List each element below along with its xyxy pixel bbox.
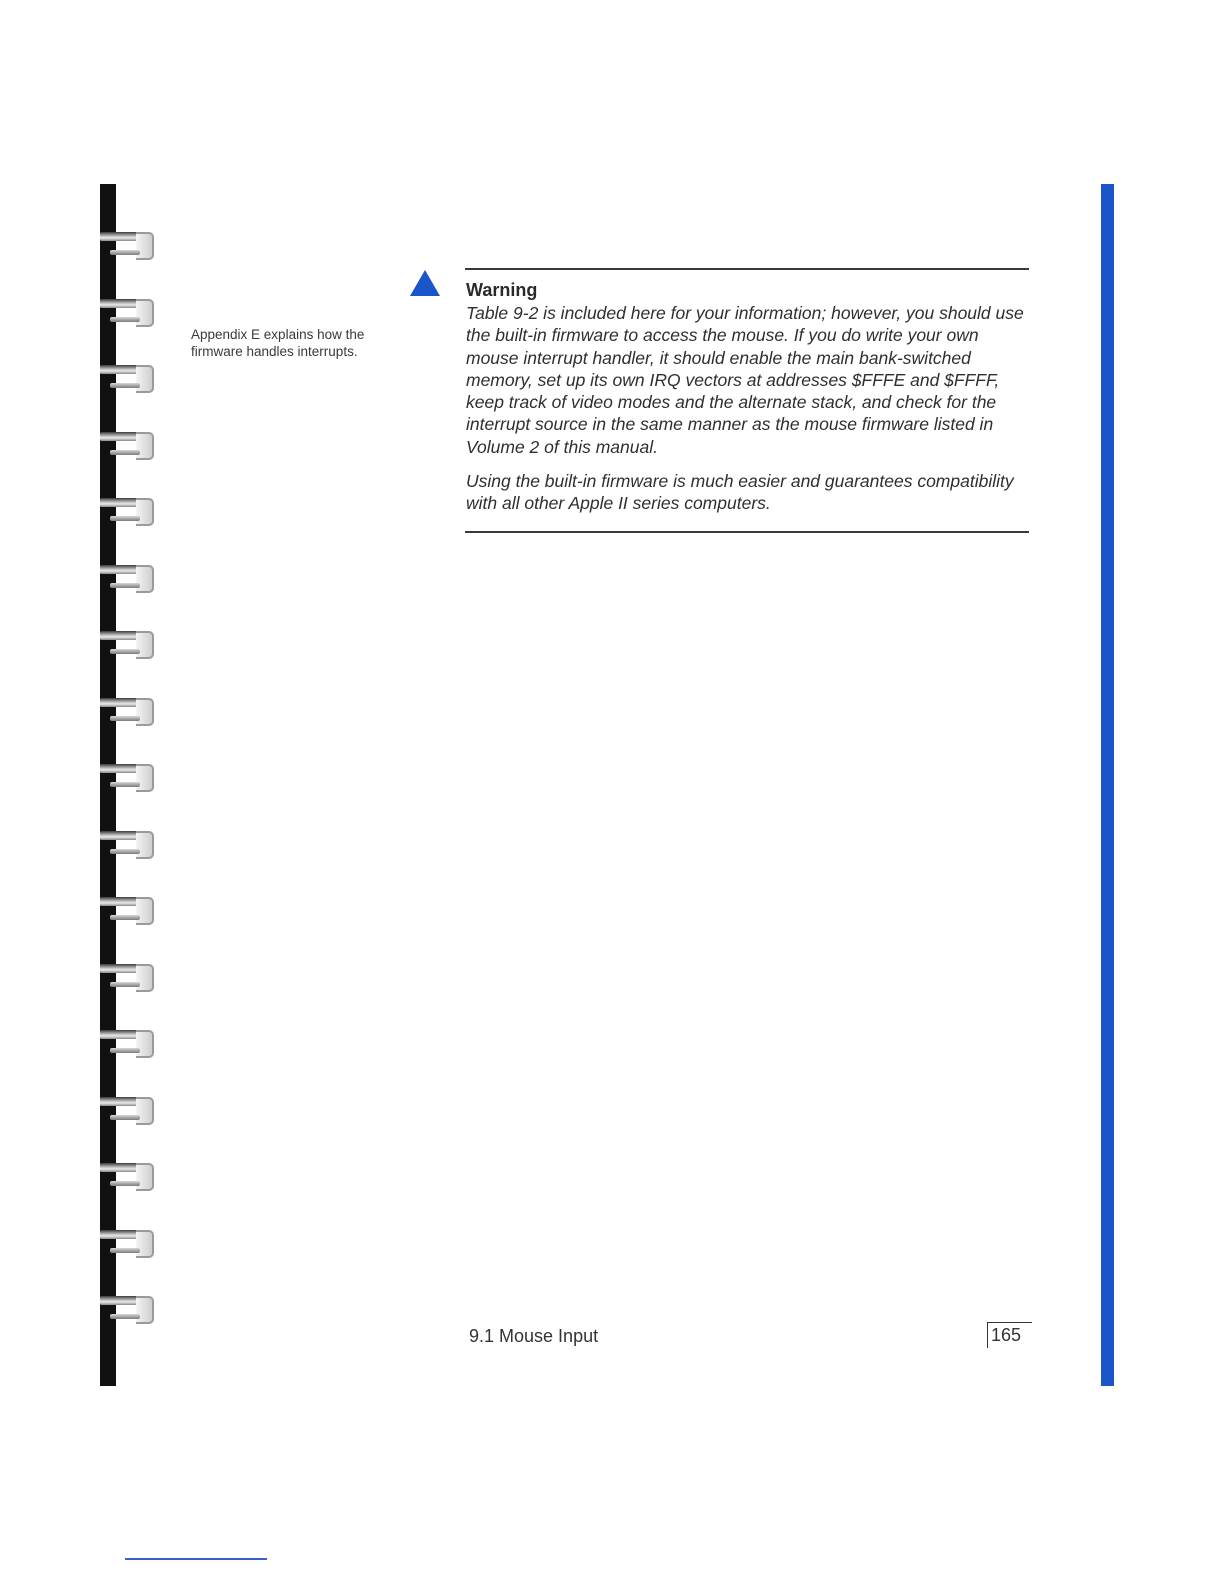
- binding-coil: [100, 1226, 156, 1256]
- binding-coil: [100, 295, 156, 325]
- binding-coil: [100, 228, 156, 258]
- binding-coil: [100, 561, 156, 591]
- binding-coil: [100, 627, 156, 657]
- margin-note: Appendix E explains how the firmware handles interrupts.: [191, 327, 365, 359]
- warning-triangle-icon: [409, 269, 441, 297]
- page-number: 165: [987, 1322, 1032, 1348]
- binding-coil: [100, 694, 156, 724]
- binding-coil: [100, 760, 156, 790]
- blue-edge-bar: [1101, 184, 1114, 1386]
- binding-coil: [100, 827, 156, 857]
- binding-coil: [100, 428, 156, 458]
- bottom-rule: [125, 1558, 267, 1560]
- binding-coil: [100, 1292, 156, 1322]
- warning-box: [465, 268, 1029, 533]
- warning-paragraph-1: Table 9-2 is included here for your information; however, you should use the built-in firmware to access the mouse. If you do write your own mouse interrupt handler, it should enable the main bank-switched memory, set up its own IRQ vectors at addresses $FFFE and $FFFF, keep track of video modes and the alternate stack, and check for the interrupt source in the same manner as the mouse firmware listed in Volume 2 of this manual.: [466, 303, 1024, 457]
- binding-coil: [100, 1026, 156, 1056]
- spiral-binding: [100, 184, 160, 1386]
- binding-coil: [100, 960, 156, 990]
- footer-section-title: 9.1 Mouse Input: [469, 1326, 599, 1346]
- warning-title: Warning: [466, 280, 538, 300]
- binding-coil: [100, 1159, 156, 1189]
- binding-coil: [100, 494, 156, 524]
- binding-coil: [100, 361, 156, 391]
- binding-coil: [100, 893, 156, 923]
- warning-paragraph-2: Using the built-in firmware is much easier and guarantees compatibility with all other Apple II series computers.: [466, 471, 1014, 514]
- binding-coil: [100, 1093, 156, 1123]
